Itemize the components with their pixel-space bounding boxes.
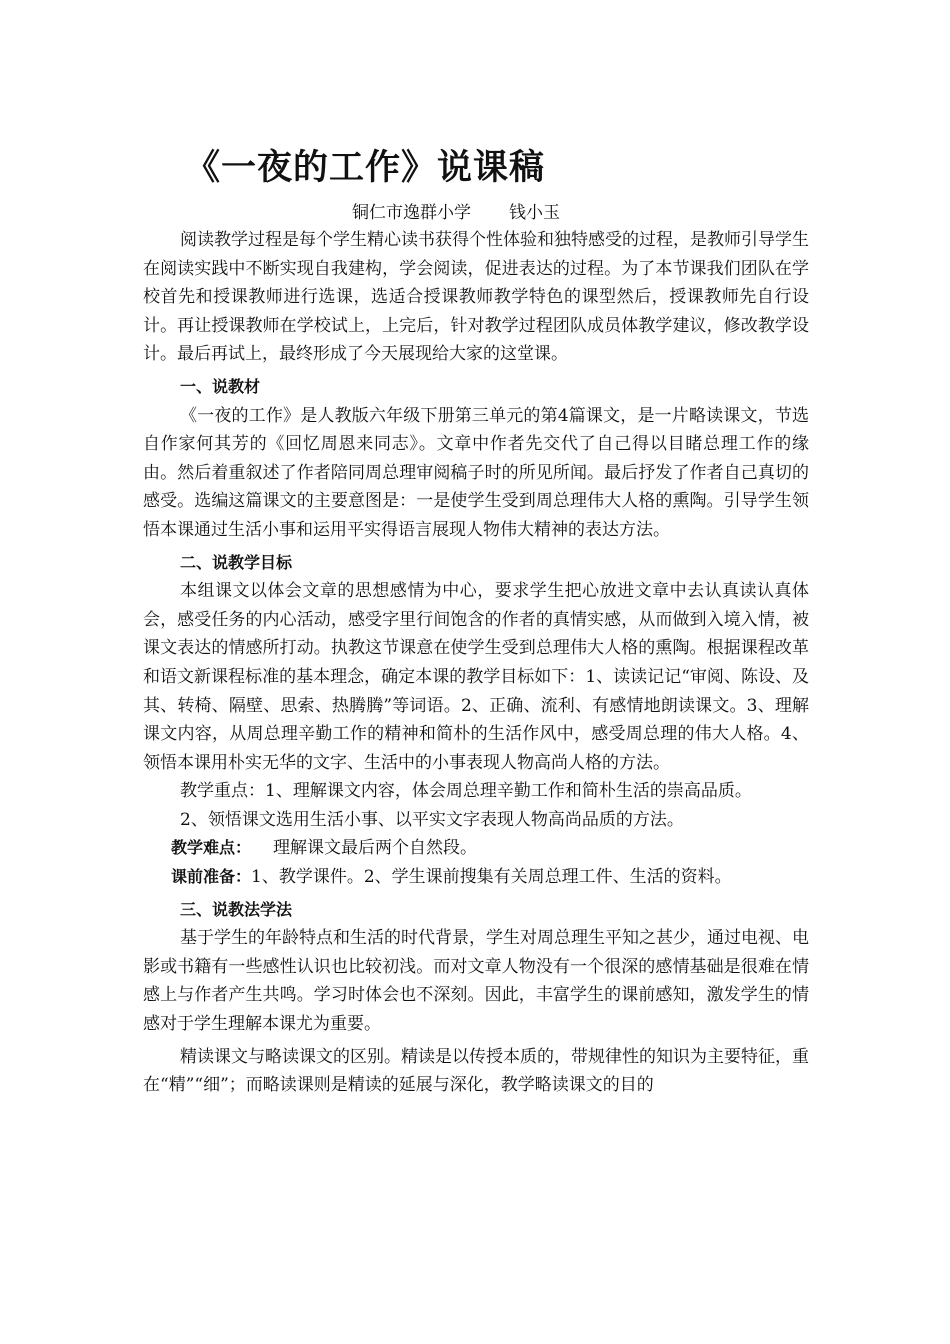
difficulty-text: 理解课文最后两个自然段。 bbox=[273, 838, 478, 859]
preparation-text: 1、教学课件。2、学生课前搜集有关周总理工件、生活的资料。 bbox=[251, 867, 732, 888]
difficulty-line bbox=[143, 834, 809, 863]
preparation-line bbox=[143, 863, 809, 892]
school-name: 铜仁市逸群小学 bbox=[352, 203, 471, 223]
intro-paragraph: 阅读教学过程是每个学生精心读书获得个性体验和独特感受的过程，是教师引导学生在阅读实践中不断实现自我建构，学会阅读，促进表达的过程。为了本节课我们团队在学校首先和授课教师进行选课，选适合授课教师教学特色的课型然后，授课教师先自行设计。再让授课教师在学校试上，上完后，针对教学过程团队成员体教学建议，修改教学设计。最后再试上，最终形成了今天展现给大家的这堂课。 bbox=[143, 230, 809, 365]
author-name: 钱小玉 bbox=[509, 203, 560, 223]
section-heading-methods: 三、说教法学法 bbox=[180, 899, 293, 919]
author-line bbox=[352, 198, 560, 223]
methods-paragraph-2: 精读课文与略读课文的区别。精读是以传授本质的，带规律性的知识为主要特征，重在“精”“细”；而略读课则是精读的延展与深化，教学略读课文的目的 bbox=[143, 1046, 809, 1096]
methods-paragraph-1: 基于学生的年龄特点和生活的时代背景，学生对周总理生平知之甚少，通过电视、电影或书籍有一些感性认识也比较初浅。而对文章人物没有一个很深的感情基础是很难在情感上与作者产生共鸣。学习时体会也不深刻。因此，丰富学生的课前感知，激发学生的情感对于学生理解本课尤为重要。 bbox=[143, 928, 809, 1035]
objectives-paragraph: 本组课文以体会文章的思想感情为中心，要求学生把心放进文章中去认真读认真体会，感受任务的内心活动，感受字里行间饱含的作者的真情实感，从而做到入境入情，被课文表达的情感所打动。执教这节课意在使学生受到总理伟大人格的熏陶。根据课程改革和语文新课程标准的基本理念，确定本课的教学目标如下：1、读读记记“审阅、陈设、及其、转椅、隔壁、思索、热腾腾”等词语。2、正确、流利、有感情地朗读课文。3、理解课文内容，从周总理辛勤工作的精神和简朴的生活作风中，感受周总理的伟大人格。4、领悟本课用朴实无华的文字、生活中的小事表现人物高尚人格的方法。 bbox=[143, 581, 809, 773]
section-heading-objectives: 二、说教学目标 bbox=[180, 552, 293, 572]
section-heading-textbook: 一、说教材 bbox=[180, 376, 261, 396]
document-title: 《一夜的工作》说课稿 bbox=[185, 148, 546, 188]
preparation-label: 课前准备： bbox=[171, 867, 252, 887]
document-body bbox=[143, 226, 809, 1100]
difficulty-label: 教学难点： bbox=[171, 838, 252, 858]
key-points-second: 2、领悟课文选用生活小事、以平实文字表现人物高尚品质的方法。 bbox=[180, 809, 684, 830]
textbook-paragraph: 《一夜的工作》是人教版六年级下册第三单元的第4篇课文，是一片略读课文，节选自作家何其芳的《回忆周恩来同志》。文章中作者先交代了自己得以目睹总理工作的缘由。然后着重叙述了作者陪同周总理审阅稿子时的所见所闻。最后抒发了作者自己真切的感受。选编这篇课文的主要意图是：一是使学生受到周总理伟大人格的熏陶。引导学生领悟本课通过生活小事和运用平实得语言展现人物伟大精神的表达方法。 bbox=[143, 405, 809, 540]
key-points-paragraph: 教学重点：1、理解课文内容，体会周总理辛勤工作和简朴生活的崇高品质。 bbox=[180, 781, 752, 802]
